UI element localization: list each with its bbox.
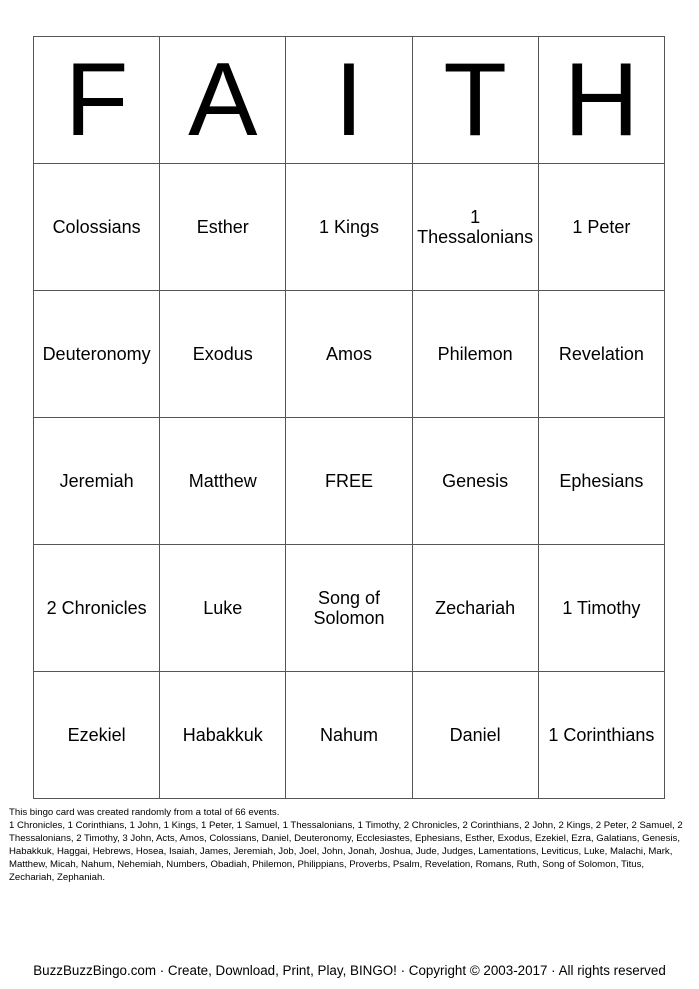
header-letter-i: I	[286, 37, 412, 164]
card-cell: Matthew	[160, 418, 286, 545]
card-cell: Zechariah	[412, 545, 538, 672]
free-space-cell: FREE	[286, 418, 412, 545]
card-cell: Nahum	[286, 672, 412, 799]
card-cell: Philemon	[412, 291, 538, 418]
card-cell: Daniel	[412, 672, 538, 799]
card-cell: Ephesians	[538, 418, 664, 545]
card-row	[34, 545, 665, 672]
footer-text: BuzzBuzzBingo.com · Create, Download, Print, Play, BINGO! · Copyright © 2003-2017 · All rights reserved	[33, 963, 666, 978]
card-cell: 1 Timothy	[538, 545, 664, 672]
card-cell: Jeremiah	[34, 418, 160, 545]
card-cell: Habakkuk	[160, 672, 286, 799]
card-cell: 1 Kings	[286, 164, 412, 291]
card-cell: Colossians	[34, 164, 160, 291]
header-letter-h: H	[538, 37, 664, 164]
card-row	[34, 164, 665, 291]
card-info	[9, 806, 689, 884]
header-row	[34, 37, 665, 164]
card-cell: 1 Peter	[538, 164, 664, 291]
info-summary: This bingo card was created randomly from a total of 66 events.	[9, 807, 280, 818]
card-row	[34, 672, 665, 799]
card-cell: Song of Solomon	[286, 545, 412, 672]
card-cell: Esther	[160, 164, 286, 291]
bingo-card	[33, 36, 665, 799]
card-row	[34, 418, 665, 545]
card-cell: Genesis	[412, 418, 538, 545]
card-cell: Ezekiel	[34, 672, 160, 799]
card-cell: 1 Thessalonians	[412, 164, 538, 291]
card-cell: Deuteronomy	[34, 291, 160, 418]
card-cell: Amos	[286, 291, 412, 418]
card-cell: Luke	[160, 545, 286, 672]
card-row	[34, 291, 665, 418]
card-cell: Revelation	[538, 291, 664, 418]
card-cell: Exodus	[160, 291, 286, 418]
header-letter-t: T	[412, 37, 538, 164]
card-cell: 2 Chronicles	[34, 545, 160, 672]
header-letter-f: F	[34, 37, 160, 164]
header-letter-a: A	[160, 37, 286, 164]
info-event-list: 1 Chronicles, 1 Corinthians, 1 John, 1 Kings, 1 Peter, 1 Samuel, 1 Thessalonians, 1 Timothy, 2 Chronicles, 2 Corinthians, 2 John, 2 Kings, 2 Peter, 2 Samuel, 2 Thessalonians, 2 Timothy, 3 John, Acts, Amos, Colossians, Daniel, Deuteronomy, Ecclesiastes, Ephesians, Esther, Exodus, Ezekiel, Ezra, Galatians, Genesis, Habakkuk, Haggai, Hebrews, Hosea, Isaiah, James, Jeremiah, Job, Joel, John, Jonah, Joshua, Jude, Judges, Lamentations, Leviticus, Luke, Malachi, Mark, Matthew, Micah, Nahum, Nehemiah, Numbers, Obadiah, Philemon, Philippians, Proverbs, Psalm, Revelation, Romans, Ruth, Song of Solomon, Titus, Zechariah, Zephaniah.	[9, 820, 683, 883]
card-cell: 1 Corinthians	[538, 672, 664, 799]
